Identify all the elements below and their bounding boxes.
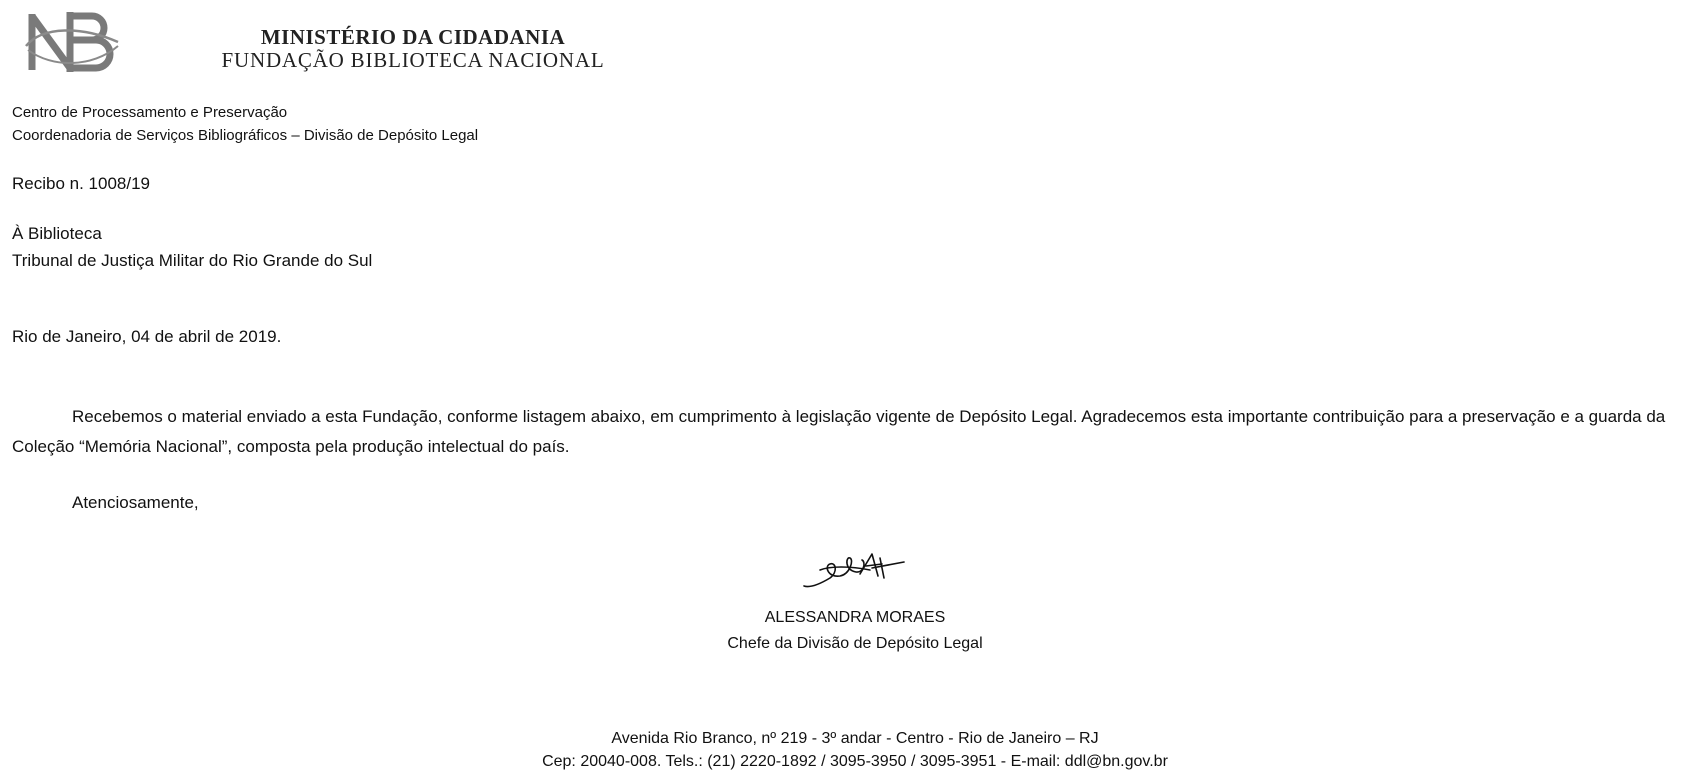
closing-salutation: Atenciosamente, [72, 493, 199, 512]
recipient-line-1: À Biblioteca [12, 224, 102, 243]
signatory-title: Chefe da Divisão de Depósito Legal [727, 635, 983, 652]
receipt-number: Recibo n. 1008/19 [12, 174, 150, 193]
department-coordination: Coordenadoria de Serviços Bibliográficos – Divisão de Depósito Legal [12, 127, 479, 144]
department-center: Centro de Processamento e Preservação [12, 104, 288, 121]
letter-date: Rio de Janeiro, 04 de abril de 2019. [12, 327, 282, 346]
body-paragraph: Recebemos o material enviado a esta Fundação, conforme listagem abaixo, em cumprimento à legislação vigente de Depósito Legal. Agradecemos esta importante contribuição para a preservação e a guarda da Coleção “Memória Nacional”, composta pela produção intelectual do país. [12, 407, 1666, 456]
ministry-name: MINISTÉRIO DA CIDADANIA [260, 25, 566, 49]
handwritten-signature-icon [800, 548, 910, 592]
fbn-monogram-logo-icon [22, 6, 122, 78]
signatory-name: ALESSANDRA MORAES [764, 609, 946, 626]
footer-contact: Cep: 20040-008. Tels.: (21) 2220-1892 / 3095-3950 / 3095-3951 - E-mail: ddl@bn.gov.br [542, 753, 1168, 770]
foundation-name: FUNDAÇÃO BIBLIOTECA NACIONAL [221, 48, 605, 72]
footer-address: Avenida Rio Branco, nº 219 - 3º andar - Centro - Rio de Janeiro – RJ [611, 730, 1099, 747]
recipient-line-2: Tribunal de Justiça Militar do Rio Grande do Sul [12, 251, 373, 270]
